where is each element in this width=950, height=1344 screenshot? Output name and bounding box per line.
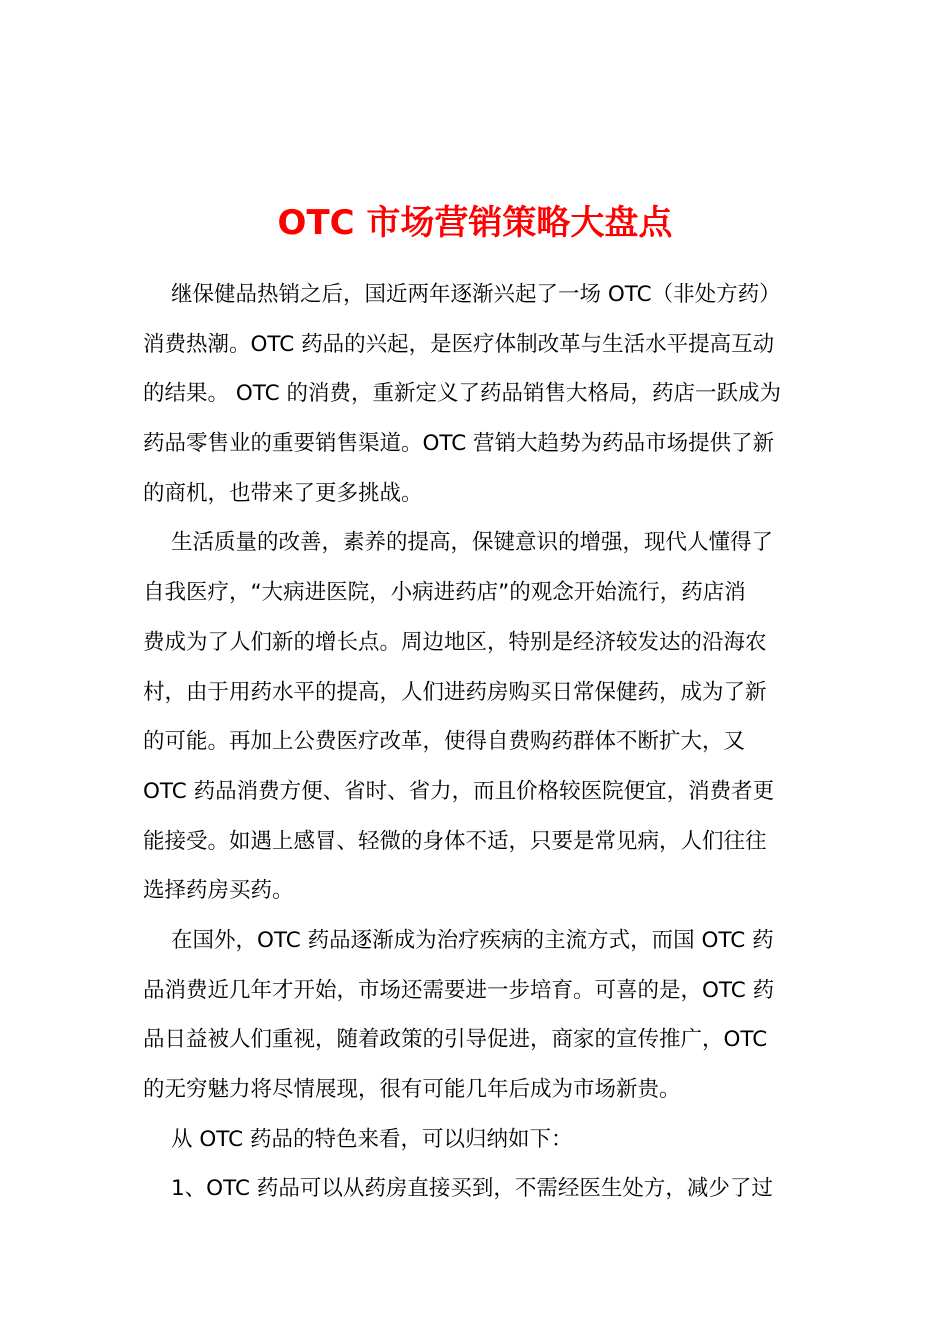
text-line: 1、OTC 药品可以从药房直接买到，不需经医生处方，减少了过 xyxy=(171,1176,773,1202)
text-line: 品日益被人们重视，随着政策的引导促进，商家的宣传推广，OTC xyxy=(143,1027,768,1053)
text-line: 在国外，OTC 药品逐渐成为治疗疾病的主流方式，而国 OTC 药 xyxy=(171,927,774,953)
document-title: OTC 市场营销策略大盘点 xyxy=(277,203,673,243)
text-line: 的无穷魅力将尽情展现，很有可能几年后成为市场新贵。 xyxy=(143,1077,681,1102)
text-line: 消费热潮。OTC 药品的兴起，是医疗体制改革与生活水平提高互动 xyxy=(143,331,775,357)
text-line: 的结果。 OTC 的消费，重新定义了药品销售大格局，药店一跃成为 xyxy=(143,381,781,407)
text-line: 继保健品热销之后，国近两年逐渐兴起了一场 OTC（非处方药） xyxy=(171,282,781,307)
text-line: 的可能。再加上公费医疗改革，使得自费购药群体不断扩大，又 xyxy=(143,729,746,755)
text-line: 药品零售业的重要销售渠道。OTC 营销大趋势为药品市场提供了新 xyxy=(143,431,775,457)
text-line: 自我医疗，“大病进医院，小病进药店”的观念开始流行，药店消 xyxy=(143,580,746,606)
text-line: 生活质量的改善，素养的提高，保键意识的增强，现代人懂得了 xyxy=(171,530,774,556)
text-line: 村，由于用药水平的提高，人们进药房购买日常保健药，成为了新 xyxy=(143,679,767,705)
document-body xyxy=(143,270,811,1214)
text-line: OTC 药品消费方便、省时、省力，而且价格较医院便宜，消费者更 xyxy=(143,778,775,804)
text-line: 能接受。如遇上感冒、轻微的身体不适，只要是常见病，人们往往 xyxy=(143,828,767,854)
text-line: 从 OTC 药品的特色来看，可以归纳如下： xyxy=(171,1126,573,1152)
text-line: 品消费近几年才开始，市场还需要进一步培育。可喜的是，OTC 药 xyxy=(143,977,775,1003)
text-line: 的商机，也带来了更多挑战。 xyxy=(143,480,423,506)
text-line: 选择药房买药。 xyxy=(143,878,294,904)
text-line: 费成为了人们新的增长点。周边地区，特别是经济较发达的沿海农 xyxy=(143,629,767,655)
